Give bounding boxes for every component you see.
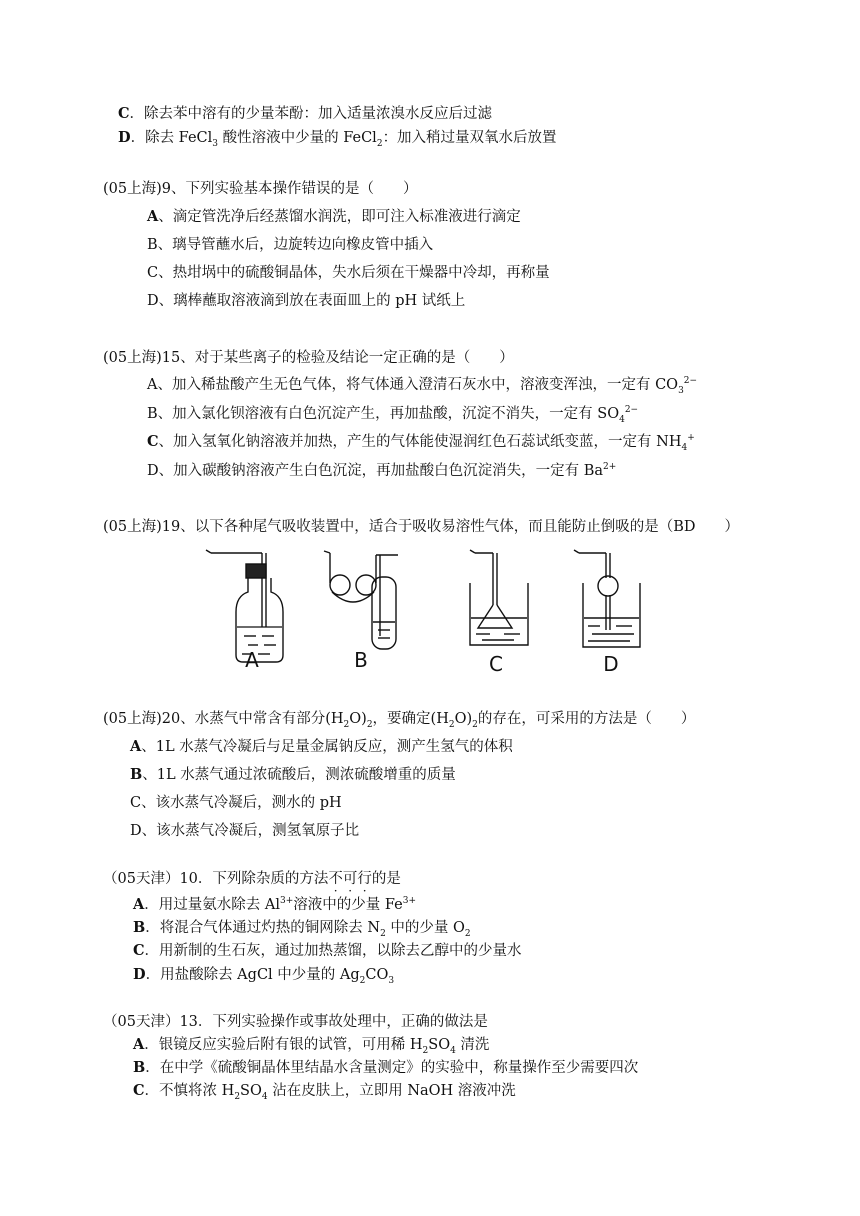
subscript: 4 (681, 442, 688, 453)
question-19-stem: (05上海)19、以下各种尾气吸收装置中，适合于吸收易溶性气体，而且能防止倒吸的是（BD ） (103, 519, 739, 535)
text: 溶液中的少量 Fe (293, 897, 403, 913)
text: ．用盐酸除去 AgCl 中少量的 Ag (145, 967, 360, 983)
superscript: + (687, 433, 695, 444)
question-20-option-a (130, 738, 513, 756)
option-text: ．除去苯中溶有的少量苯酚：加入适量浓溴水反应后过滤 (129, 106, 493, 122)
question-9-option-b: B、璃导管蘸水后，边旋转边向橡皮管中插入 (147, 237, 434, 253)
question-13-option-c (133, 1082, 516, 1100)
apparatus-d-bulb-absorber (574, 550, 640, 647)
emphasis-char: 行 (357, 871, 372, 887)
option-letter: C (118, 105, 130, 122)
text: 酸性溶液中少量的 FeCl (218, 130, 377, 146)
option-text: 、1L 水蒸气冷凝后与足量金属钠反应，测产生氢气的体积 (141, 739, 513, 755)
option-text: 、1L 水蒸气通过浓硫酸后，测浓硫酸增重的质量 (142, 767, 456, 783)
option-text: B、加入氯化钡溶液有白色沉淀产生，再加盐酸，沉淀不消失，一定有 SO (147, 406, 620, 422)
question-9-option-d: D、璃棒蘸取溶液滴到放在表面皿上的 pH 试纸上 (147, 293, 466, 309)
question-13-option-a (133, 1036, 489, 1054)
option-letter: D (133, 966, 146, 983)
text: 沾在皮肤上，立即用 NaOH 溶液冲洗 (267, 1083, 516, 1099)
subscript: 2 (472, 719, 478, 730)
text: SO (240, 1083, 262, 1099)
subscript: 2 (380, 928, 386, 939)
option-letter: A (130, 738, 142, 755)
option-text: ．用新制的生石灰，通过加热蒸馏，以除去乙醇中的少量水 (144, 943, 522, 959)
apparatus-label-d: D (603, 652, 619, 676)
subscript: 3 (678, 385, 684, 396)
subscript: 2 (422, 1045, 429, 1056)
text: ．不慎将浓 H (144, 1083, 235, 1099)
subscript: 4 (261, 1091, 268, 1102)
text: 的存在，可采用的方法是（ ） (477, 711, 696, 727)
question-15-stem: (05上海)15、对于某些离子的检验及结论一定正确的是（ ） (103, 350, 514, 366)
subscript: 2 (359, 975, 366, 986)
subscript: 2 (376, 138, 383, 149)
option-letter: B (133, 1059, 146, 1076)
text: CO (365, 967, 389, 983)
emphasis-char: 不 (328, 871, 343, 887)
text: ．用过量氨水除去 Al (144, 897, 280, 913)
emphasis-char: 可 (342, 871, 358, 887)
question-20-option-d: D、该水蒸气冷凝后，测氢氧原子比 (130, 823, 360, 839)
question-10-option-c (133, 942, 522, 960)
text: ．除去 FeCl (130, 130, 213, 146)
option-letter: C (147, 433, 159, 450)
text: SO (428, 1037, 451, 1053)
superscript: 2− (624, 405, 639, 416)
apparatus-label-b: B (354, 648, 368, 672)
text: 中的少量 O (385, 920, 465, 936)
option-text: ．在中学《硫酸铜晶体里结晶水含量测定》的实验中，称量操作至少需要四次 (145, 1060, 639, 1076)
superscript: 3+ (402, 896, 417, 907)
option-letter: C (133, 942, 145, 959)
text: ：加入稍过量双氧水后放置 (382, 130, 557, 146)
question-9-option-c: C、热坩埚中的硫酸铜晶体，失水后须在干燥器中冷却，再称量 (147, 265, 550, 281)
superscript: 2− (683, 376, 698, 387)
superscript: 3+ (279, 896, 294, 907)
question-10-stem (103, 870, 401, 888)
subscript: 2 (448, 719, 455, 730)
question-13-option-b (133, 1059, 638, 1077)
subscript: 3 (388, 975, 395, 986)
text: 的是 (371, 871, 401, 887)
subscript: 2 (234, 1091, 241, 1102)
apparatus-b-bulb-tube (324, 551, 398, 649)
text: ．银镜反应实验后附有银的试管，可用稀 H (144, 1037, 423, 1053)
question-10-option-d (133, 966, 394, 984)
subscript: 4 (619, 414, 625, 425)
apparatus-label-c: C (489, 652, 503, 676)
text: ，要确定(H (372, 711, 449, 727)
text: ．将混合气体通过灼热的铜网除去 N (145, 920, 381, 936)
text: (05上海)20、水蒸气中常含有部分(H (103, 711, 344, 727)
option-letter: C (133, 1082, 145, 1099)
option-letter: A (147, 208, 159, 225)
option-letter: A (133, 896, 145, 913)
apparatus-c-inverted-funnel (470, 550, 528, 645)
text: O) (454, 711, 473, 727)
option-text: 、加入氢氧化钠溶液并加热，产生的气体能使湿润红色石蕊试纸变蓝，一定有 NH (158, 434, 682, 450)
text: （05天津）10．下列除杂质的方法 (103, 871, 329, 887)
option-letter: B (130, 766, 143, 783)
option-text: 、滴定管洗净后经蒸馏水润洗，即可注入标准液进行滴定 (158, 209, 521, 225)
text: 清洗 (455, 1037, 490, 1053)
apparatus-label-a: A (245, 648, 259, 672)
question-9-stem: (05上海)9、下列实验基本操作错误的是（ ） (103, 181, 418, 197)
subscript: 4 (450, 1045, 456, 1056)
question-20-option-b (130, 766, 456, 784)
question-10-option-b (133, 919, 471, 937)
superscript: 2+ (603, 462, 617, 473)
option-letter: A (133, 1036, 145, 1053)
question-20-option-c: C、该水蒸气冷凝后，测水的 pH (130, 795, 342, 811)
subscript: 2 (343, 719, 350, 730)
subscript: 2 (366, 719, 373, 730)
option-letter: B (133, 919, 146, 936)
question-10-option-a (133, 896, 416, 914)
option-text: A、加入稀盐酸产生无色气体，将气体通入澄清石灰水中，溶液变浑浊，一定有 CO (147, 377, 679, 393)
option-text: D、加入碳酸钠溶液产生白色沉淀，再加盐酸白色沉淀消失，一定有 Ba (147, 463, 604, 479)
option-letter: D (118, 129, 131, 146)
question-13-stem: （05天津）13．下列实验操作或事故处理中，正确的做法是 (103, 1014, 488, 1030)
text: O) (349, 711, 367, 727)
subscript: 2 (464, 928, 471, 939)
apparatus-a-wash-bottle (206, 550, 283, 662)
question-20-stem (103, 710, 695, 728)
subscript: 3 (212, 138, 219, 149)
